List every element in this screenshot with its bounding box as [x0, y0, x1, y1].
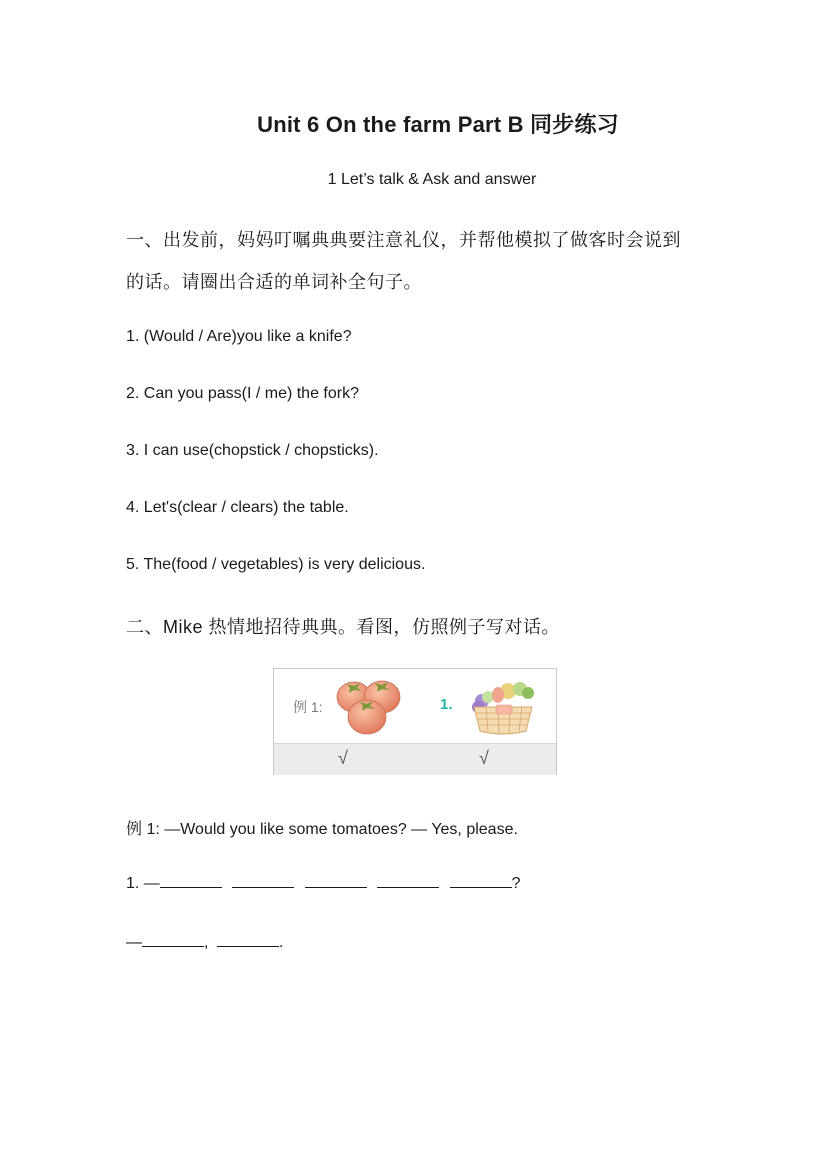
- answer-1-suffix: ?: [511, 875, 521, 892]
- question-3: 3. I can use(chopstick / chopsticks).: [126, 442, 379, 459]
- section2-heading: 二、Mike 热情地招待典典。看图，仿照例子写对话。: [126, 617, 561, 637]
- check-mark: √: [338, 748, 348, 768]
- answer-1-prefix: 1. —: [126, 875, 160, 892]
- vegetable-basket-image: [468, 677, 538, 737]
- question-1: 1. (Would / Are)you like a knife?: [126, 328, 352, 345]
- blank-field[interactable]: [377, 873, 439, 888]
- page-subtitle: 1 Let’s talk & Ask and answer: [327, 171, 537, 188]
- item-number-label: 1.: [440, 696, 453, 713]
- blank-field[interactable]: [232, 873, 294, 888]
- answer-2-comma: ,: [204, 934, 209, 951]
- example-label: 例 1:: [293, 699, 323, 715]
- answer-line-2: [126, 932, 283, 952]
- blank-field[interactable]: [160, 873, 222, 888]
- question-2: 2. Can you pass(I / me) the fork?: [126, 385, 359, 402]
- answer-line-1: [126, 873, 521, 893]
- page-title: Unit 6 On the farm Part B 同步练习: [257, 112, 619, 137]
- blank-field[interactable]: [142, 932, 204, 947]
- question-5: 5. The(food / vegetables) is very delicious.: [126, 556, 426, 573]
- section1-heading-line1: 一、出发前，妈妈叮嘱典典要注意礼仪，并帮他模拟了做客时会说到: [126, 230, 681, 250]
- example-dialogue: 例 1: —Would you like some tomatoes? — Yes, please.: [126, 821, 518, 838]
- question-4: 4. Let's(clear / clears) the table.: [126, 499, 349, 516]
- check-row: [274, 743, 556, 775]
- picture-row: [274, 669, 556, 743]
- blank-field[interactable]: [217, 932, 279, 947]
- tomatoes-image: [332, 675, 408, 737]
- blank-field[interactable]: [450, 873, 512, 888]
- blank-field[interactable]: [305, 873, 367, 888]
- picture-table: [273, 668, 557, 775]
- answer-2-suffix: .: [278, 934, 284, 951]
- section1-heading-line2: 的话。请圈出合适的单词补全句子。: [126, 272, 422, 292]
- answer-2-prefix: —: [126, 934, 142, 951]
- check-mark: √: [479, 748, 489, 768]
